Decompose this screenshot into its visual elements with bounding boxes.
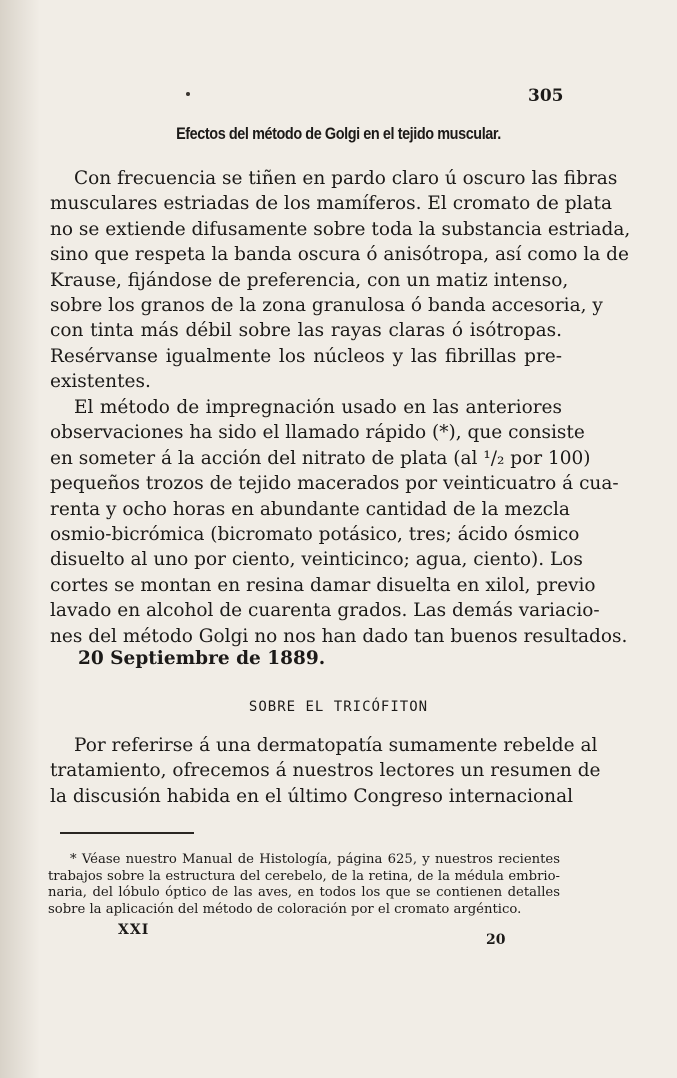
text-line: Con frecuencia se tiñen en pardo claro ú oscuro las fibras [74,168,618,189]
text-line: musculares estriadas de los mamíferos. El cromato de plata [50,193,613,215]
signature-mark: XXI [118,922,150,938]
text-line: tratamiento, ofrecemos á nuestros lectores un resumen de [50,760,601,782]
footnote-line: * Véase nuestro Manual de Histología, página 625, y nuestros recientes [70,852,560,867]
footnote-rule [60,832,194,834]
signature-number: 20 [486,932,506,948]
text-line: nes del método Golgi no nos han dado tan buenos resultados. [50,625,628,647]
text-line: existentes. [50,371,151,393]
paragraph-3 [50,733,601,809]
page-number: 305 [528,86,564,106]
text-line: renta y ocho horas en abundante cantidad de la mezcla [50,498,570,520]
text-line: lavado en alcohol de cuarenta grados. Las demás variacio- [50,600,600,622]
text-line: Krause, fijándose de preferencia, con un matiz intenso, [50,269,569,291]
footnote-line: naria, del lóbulo óptico de las aves, en todos los que se contienen detalles [48,885,560,900]
text-line: osmio-bicrómica (bicromato potásico, tres; ácido ósmico [50,524,580,546]
text-line: sobre los granos de la zona granulosa ó banda accesoria, y [50,295,603,317]
footnote [48,852,560,918]
paragraph-2 [50,395,628,649]
text-line: no se extiende difusamente sobre toda la substancia estriada, [50,218,631,240]
text-line: observaciones ha sido el llamado rápido (*), que consiste [50,422,585,444]
text-line: en someter á la acción del nitrato de plata (al ¹/₂ por 100) [50,447,591,469]
date-line: 20 Septiembre de 1889. [78,648,326,669]
page-gutter-shadow [0,0,40,1078]
section-heading: Efectos del método de Golgi en el tejido muscular. [176,124,501,143]
text-line: con tinta más débil sobre las rayas claras ó isótropas. [50,320,562,342]
text-line: pequeños trozos de tejido macerados por veinticuatro á cua- [50,473,619,495]
paragraph-1 [50,166,631,395]
text-line: disuelto al uno por ciento, veinticinco; agua, ciento). Los [50,549,583,571]
footnote-line: trabajos sobre la estructura del cerebelo, de la retina, de la médula embrio- [48,868,560,884]
section-title: SOBRE EL TRICÓFITON [248,699,429,715]
text-line: la discusión habida en el último Congreso internacional [50,785,574,807]
text-line: El método de impregnación usado en las anteriores [74,397,562,418]
text-line: Resérvanse igualmente los núcleos y las fibrillas pre- [50,345,562,367]
print-mark [186,92,190,96]
text-line: sino que respeta la banda oscura ó anisótropa, así como la de [50,244,629,266]
footnote-line: sobre la aplicación del método de coloración por el cromato argéntico. [48,901,522,917]
text-line: cortes se montan en resina damar disuelta en xilol, previo [50,574,596,596]
text-line: Por referirse á una dermatopatía sumamente rebelde al [74,735,598,756]
